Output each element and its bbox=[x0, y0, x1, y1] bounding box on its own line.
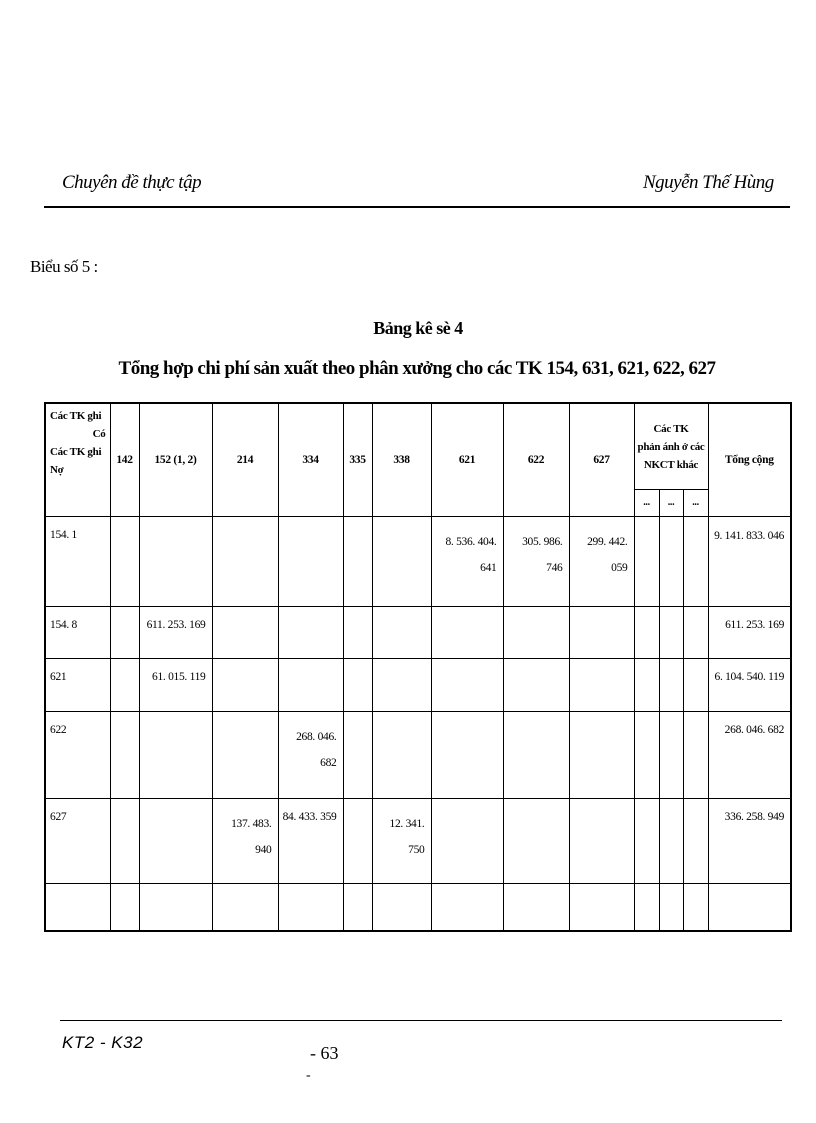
cell-value: 8. 536. 404. 641 bbox=[431, 516, 503, 606]
corner-debit-suffix: Nợ bbox=[50, 464, 64, 476]
cell-value: 12. 341. 750 bbox=[372, 798, 431, 883]
table-row bbox=[45, 516, 791, 606]
cell-value: 137. 483. 940 bbox=[212, 798, 278, 883]
col-header-total: Tổng cộng bbox=[708, 403, 791, 516]
col-header-142: 142 bbox=[110, 403, 139, 516]
nkct-subcol-2: ... bbox=[659, 489, 683, 516]
corner-debit-label: Các TK ghi bbox=[50, 446, 102, 458]
row-label: 621 bbox=[45, 658, 110, 711]
cell-value: 305. 986. 746 bbox=[503, 516, 569, 606]
col-header-334: 334 bbox=[278, 403, 343, 516]
row-label: 154. 1 bbox=[45, 516, 110, 606]
table-subtitle: Tổng hợp chi phí sản xuất theo phân xưởng cho các TK 154, 631, 621, 622, 627 bbox=[118, 358, 716, 379]
page-number: - 63 bbox=[310, 1043, 339, 1063]
footer-dash: - bbox=[306, 1068, 311, 1083]
table-row-empty bbox=[45, 883, 791, 931]
nkct-line-1: Các TK bbox=[653, 423, 689, 436]
nkct-subcol-3: ... bbox=[683, 489, 708, 516]
col-header-335: 335 bbox=[343, 403, 372, 516]
table-title: Bảng kê sè 4 bbox=[373, 318, 463, 338]
cell-value: 268. 046. 682 bbox=[278, 711, 343, 798]
corner-header bbox=[45, 403, 110, 516]
col-header-622: 622 bbox=[503, 403, 569, 516]
header-left-title: Chuyên đề thực tập bbox=[62, 172, 202, 193]
row-total: 611. 253. 169 bbox=[708, 606, 791, 658]
nkct-line-3: NKCT khác bbox=[643, 459, 699, 472]
row-label: 627 bbox=[45, 798, 110, 883]
row-label: 154. 8 bbox=[45, 606, 110, 658]
header-divider bbox=[44, 206, 790, 208]
table-row bbox=[45, 606, 791, 658]
row-label: 622 bbox=[45, 711, 110, 798]
col-header-621: 621 bbox=[431, 403, 503, 516]
table-row bbox=[45, 658, 791, 711]
footer-class-code: KT2 - K32 bbox=[62, 1033, 144, 1052]
corner-credit-suffix: Có bbox=[92, 428, 106, 440]
cell-value: 84. 433. 359 bbox=[278, 798, 343, 883]
cell-value: 299. 442. 059 bbox=[569, 516, 634, 606]
nkct-line-2: phản ánh ở các bbox=[637, 441, 705, 454]
col-header-627: 627 bbox=[569, 403, 634, 516]
col-header-nkct bbox=[634, 403, 708, 489]
table-row bbox=[45, 798, 791, 883]
col-header-338: 338 bbox=[372, 403, 431, 516]
row-total: 6. 104. 540. 119 bbox=[708, 658, 791, 711]
col-header-152: 152 (1, 2) bbox=[139, 403, 212, 516]
cost-summary-table bbox=[44, 402, 792, 932]
table-row bbox=[45, 711, 791, 798]
row-total: 268. 046. 682 bbox=[708, 711, 791, 798]
nkct-subcol-1: ... bbox=[634, 489, 659, 516]
corner-credit-label: Các TK ghi bbox=[50, 410, 102, 422]
cell-value: 61. 015. 119 bbox=[139, 658, 212, 711]
row-total: 336. 258. 949 bbox=[708, 798, 791, 883]
footer-divider bbox=[60, 1020, 782, 1021]
cell-value: 611. 253. 169 bbox=[139, 606, 212, 658]
header-author: Nguyễn Thế Hùng bbox=[643, 172, 774, 193]
row-total: 9. 141. 833. 046 bbox=[708, 516, 791, 606]
figure-caption: Biểu số 5 : bbox=[30, 257, 98, 276]
col-header-214: 214 bbox=[212, 403, 278, 516]
